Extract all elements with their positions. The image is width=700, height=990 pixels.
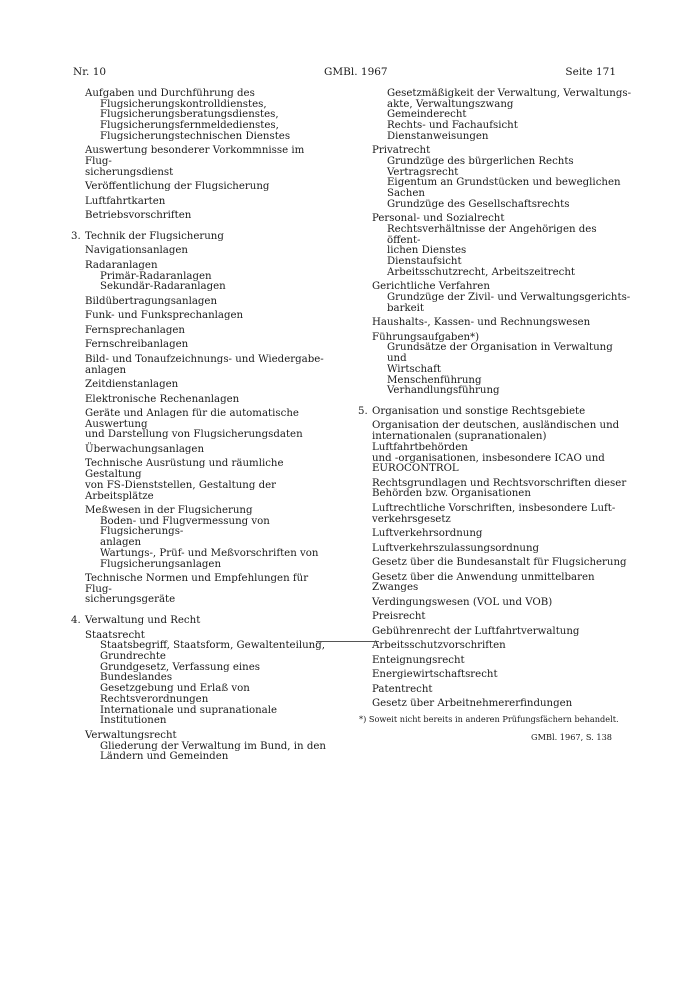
list-item: Boden- und Flugvermessung von Flugsicherungs-	[100, 515, 270, 538]
list-item: Fernschreibanlagen	[85, 339, 189, 351]
divider-line	[316, 641, 379, 642]
list-item: anlagen	[100, 537, 142, 549]
list-item: Gesetzmäßigkeit der Verwaltung, Verwaltungs-	[387, 88, 632, 99]
list-item: Luftverkehrszulassungsordnung	[372, 542, 540, 554]
section-title: Verwaltung und Recht	[85, 615, 201, 627]
list-item: Fernsprechanlagen	[85, 324, 185, 336]
list-item: Luftrechtliche Vorschriften, insbesondere Luft-	[372, 502, 616, 514]
list-item: EUROCONTROL	[372, 463, 459, 475]
list-item: und Darstellung von Flugsicherungsdaten	[85, 429, 303, 441]
list-item: Bildübertragungsanlagen	[85, 295, 218, 307]
list-item: Vertragsrecht	[387, 166, 459, 178]
section-title: Organisation und sonstige Rechtsgebiete	[372, 405, 586, 417]
list-item: Grundrechte	[100, 651, 166, 663]
list-item: Flugsicherungsfernmeldedienstes,	[100, 120, 279, 132]
footnote: *) Soweit nicht bereits in anderen Prüfungsfächern behandelt.	[359, 713, 619, 724]
list-item: Gliederung der Verwaltung im Bund, in den	[100, 740, 326, 752]
list-item: Geräte und Anlagen für die automatische Auswertung	[85, 408, 299, 430]
list-item: Rechts- und Fachaufsicht	[387, 120, 518, 132]
list-item: Patentrecht	[372, 683, 433, 695]
list-item: und -organisationen, insbesondere ICAO und	[372, 452, 605, 464]
citation: GMBl. 1967, S. 138	[531, 731, 612, 742]
right-column	[358, 88, 632, 743]
issue-number: Nr. 10	[73, 66, 107, 78]
page-number: Seite 171	[565, 66, 616, 78]
list-item: Sachen	[387, 188, 425, 200]
list-item: anlagen	[85, 364, 127, 376]
list-item: akte, Verwaltungszwang	[387, 98, 514, 110]
list-item: Haushalts-, Kassen- und Rechnungswesen	[372, 317, 591, 329]
list-item: Grundzüge der Zivil- und Verwaltungsgerichts-	[387, 292, 631, 304]
section-number: 5.	[358, 405, 368, 417]
left-column	[71, 88, 329, 763]
list-item: Grundsätze der Organisation in Verwaltung und	[387, 342, 613, 365]
list-item: Elektronische Rechenanlagen	[85, 393, 240, 405]
list-item: Grundzüge des bürgerlichen Rechts	[387, 156, 574, 168]
list-item: Gesetz über die Bundesanstalt für Flugsicherung	[372, 557, 627, 569]
list-item: Arbeitsschutzrecht, Arbeitszeitrecht	[387, 266, 575, 278]
list-item: Menschenführung	[387, 374, 482, 386]
list-item: Dienstaufsicht	[387, 256, 462, 268]
list-item: Grundzüge des Gesellschaftsrechts	[387, 198, 570, 210]
page-header	[73, 66, 616, 82]
list-item: Navigationsanlagen	[85, 245, 188, 257]
list-item: Flugsicherungsberatungsdienstes,	[100, 109, 279, 121]
list-item: von FS-Dienststellen, Gestaltung der Arbeitsplätze	[85, 479, 277, 502]
list-item: Verhandlungsführung	[387, 385, 500, 397]
list-item: Aufgaben und Durchführung des	[85, 88, 255, 99]
list-item: Zeitdienstanlagen	[85, 379, 179, 391]
list-item: Grundgesetz, Verfassung eines Bundeslandes	[100, 661, 261, 684]
list-item: Gesetzgebung und Erlaß von Rechtsverordnungen	[100, 683, 250, 705]
journal-title: GMBl. 1967	[324, 66, 388, 78]
list-item: Gebührenrecht der Luftfahrtverwaltung	[372, 625, 580, 637]
list-item: Gerichtliche Verfahren	[372, 281, 490, 293]
section-title: Technik der Flugsicherung	[85, 230, 224, 242]
list-item: Organisation der deutschen, ausländischen und	[372, 420, 620, 432]
section-heading	[71, 615, 329, 627]
list-item: Arbeitsschutzvorschriften	[372, 640, 506, 652]
list-item: Gemeinderecht	[387, 109, 467, 121]
list-item: Technische Normen und Empfehlungen für Flug-	[85, 573, 309, 595]
section-number: 4.	[71, 615, 81, 627]
list-item: Verwaltungsrecht	[85, 729, 177, 741]
list-item: Dienstanweisungen	[387, 130, 489, 142]
list-item: Radaranlagen	[85, 259, 158, 271]
list-item: sicherungsdienst	[85, 166, 174, 178]
list-item: Bild- und Tonaufzeichnungs- und Wiedergabe-	[85, 353, 324, 365]
list-item: Privatrecht	[372, 145, 431, 157]
list-item: Wartungs-, Prüf- und Meßvorschriften von	[100, 547, 319, 559]
list-item: Eigentum an Grundstücken und beweglichen	[387, 177, 621, 189]
list-item: Gesetz über die Anwendung unmittelbaren Zwanges	[372, 571, 595, 594]
list-item: internationalen (supranationalen) Luftfahrtbehörden	[372, 431, 547, 453]
list-item: Führungsaufgaben*)	[372, 331, 480, 343]
list-item: verkehrsgesetz	[372, 513, 451, 525]
list-item: Ländern und Gemeinden	[100, 751, 229, 763]
list-item: Behörden bzw. Organisationen	[372, 488, 531, 500]
list-item: Sekundär-Radaranlagen	[100, 281, 226, 293]
list-item: Internationale und supranationale Institutionen	[100, 704, 278, 727]
list-item: barkeit	[387, 302, 425, 314]
list-item: Wirtschaft	[387, 363, 441, 375]
list-item: Überwachungsanlagen	[85, 443, 205, 455]
list-item: sicherungsgeräte	[85, 594, 176, 606]
list-item: Staatsrecht	[85, 629, 145, 641]
list-item: Luftverkehrsordnung	[372, 528, 483, 540]
list-item: Flugsicherungstechnischen Dienstes	[100, 130, 291, 142]
list-item: Luftfahrtkarten	[85, 195, 166, 207]
list-item: Enteignungsrecht	[372, 654, 465, 666]
list-item: Gesetz über Arbeitnehmererfindungen	[372, 698, 573, 710]
list-item: Staatsbegriff, Staatsform, Gewaltenteilung,	[100, 640, 325, 652]
list-item: Rechtsverhältnisse der Angehörigen des öffent-	[387, 224, 597, 246]
list-item: Personal- und Sozialrecht	[372, 213, 505, 225]
list-item: Flugsicherungsanlagen	[100, 558, 222, 570]
list-item: Meßwesen in der Flugsicherung	[85, 505, 253, 517]
list-item: Flugsicherungskontrolldienstes,	[100, 98, 267, 110]
list-item: Auswertung besonderer Vorkommnisse im Flug-	[85, 145, 305, 168]
list-item: Technische Ausrüstung und räumliche Gestaltung	[85, 458, 284, 481]
section-heading	[358, 405, 632, 418]
list-item: Veröffentlichung der Flugsicherung	[85, 181, 270, 193]
section-heading	[71, 230, 329, 243]
list-item: Primär-Radaranlagen	[100, 270, 212, 282]
right-column-items	[358, 88, 632, 710]
list-item: lichen Dienstes	[387, 245, 467, 257]
list-item: Preisrecht	[372, 611, 426, 623]
section-number: 3.	[71, 230, 81, 242]
list-item: Energiewirtschaftsrecht	[372, 669, 498, 681]
list-item: Verdingungswesen (VOL und VOB)	[372, 596, 553, 608]
list-item: Funk- und Funksprechanlagen	[85, 310, 244, 322]
list-item: Betriebsvorschriften	[85, 210, 192, 222]
list-item: Rechtsgrundlagen und Rechtsvorschriften dieser	[372, 477, 627, 489]
